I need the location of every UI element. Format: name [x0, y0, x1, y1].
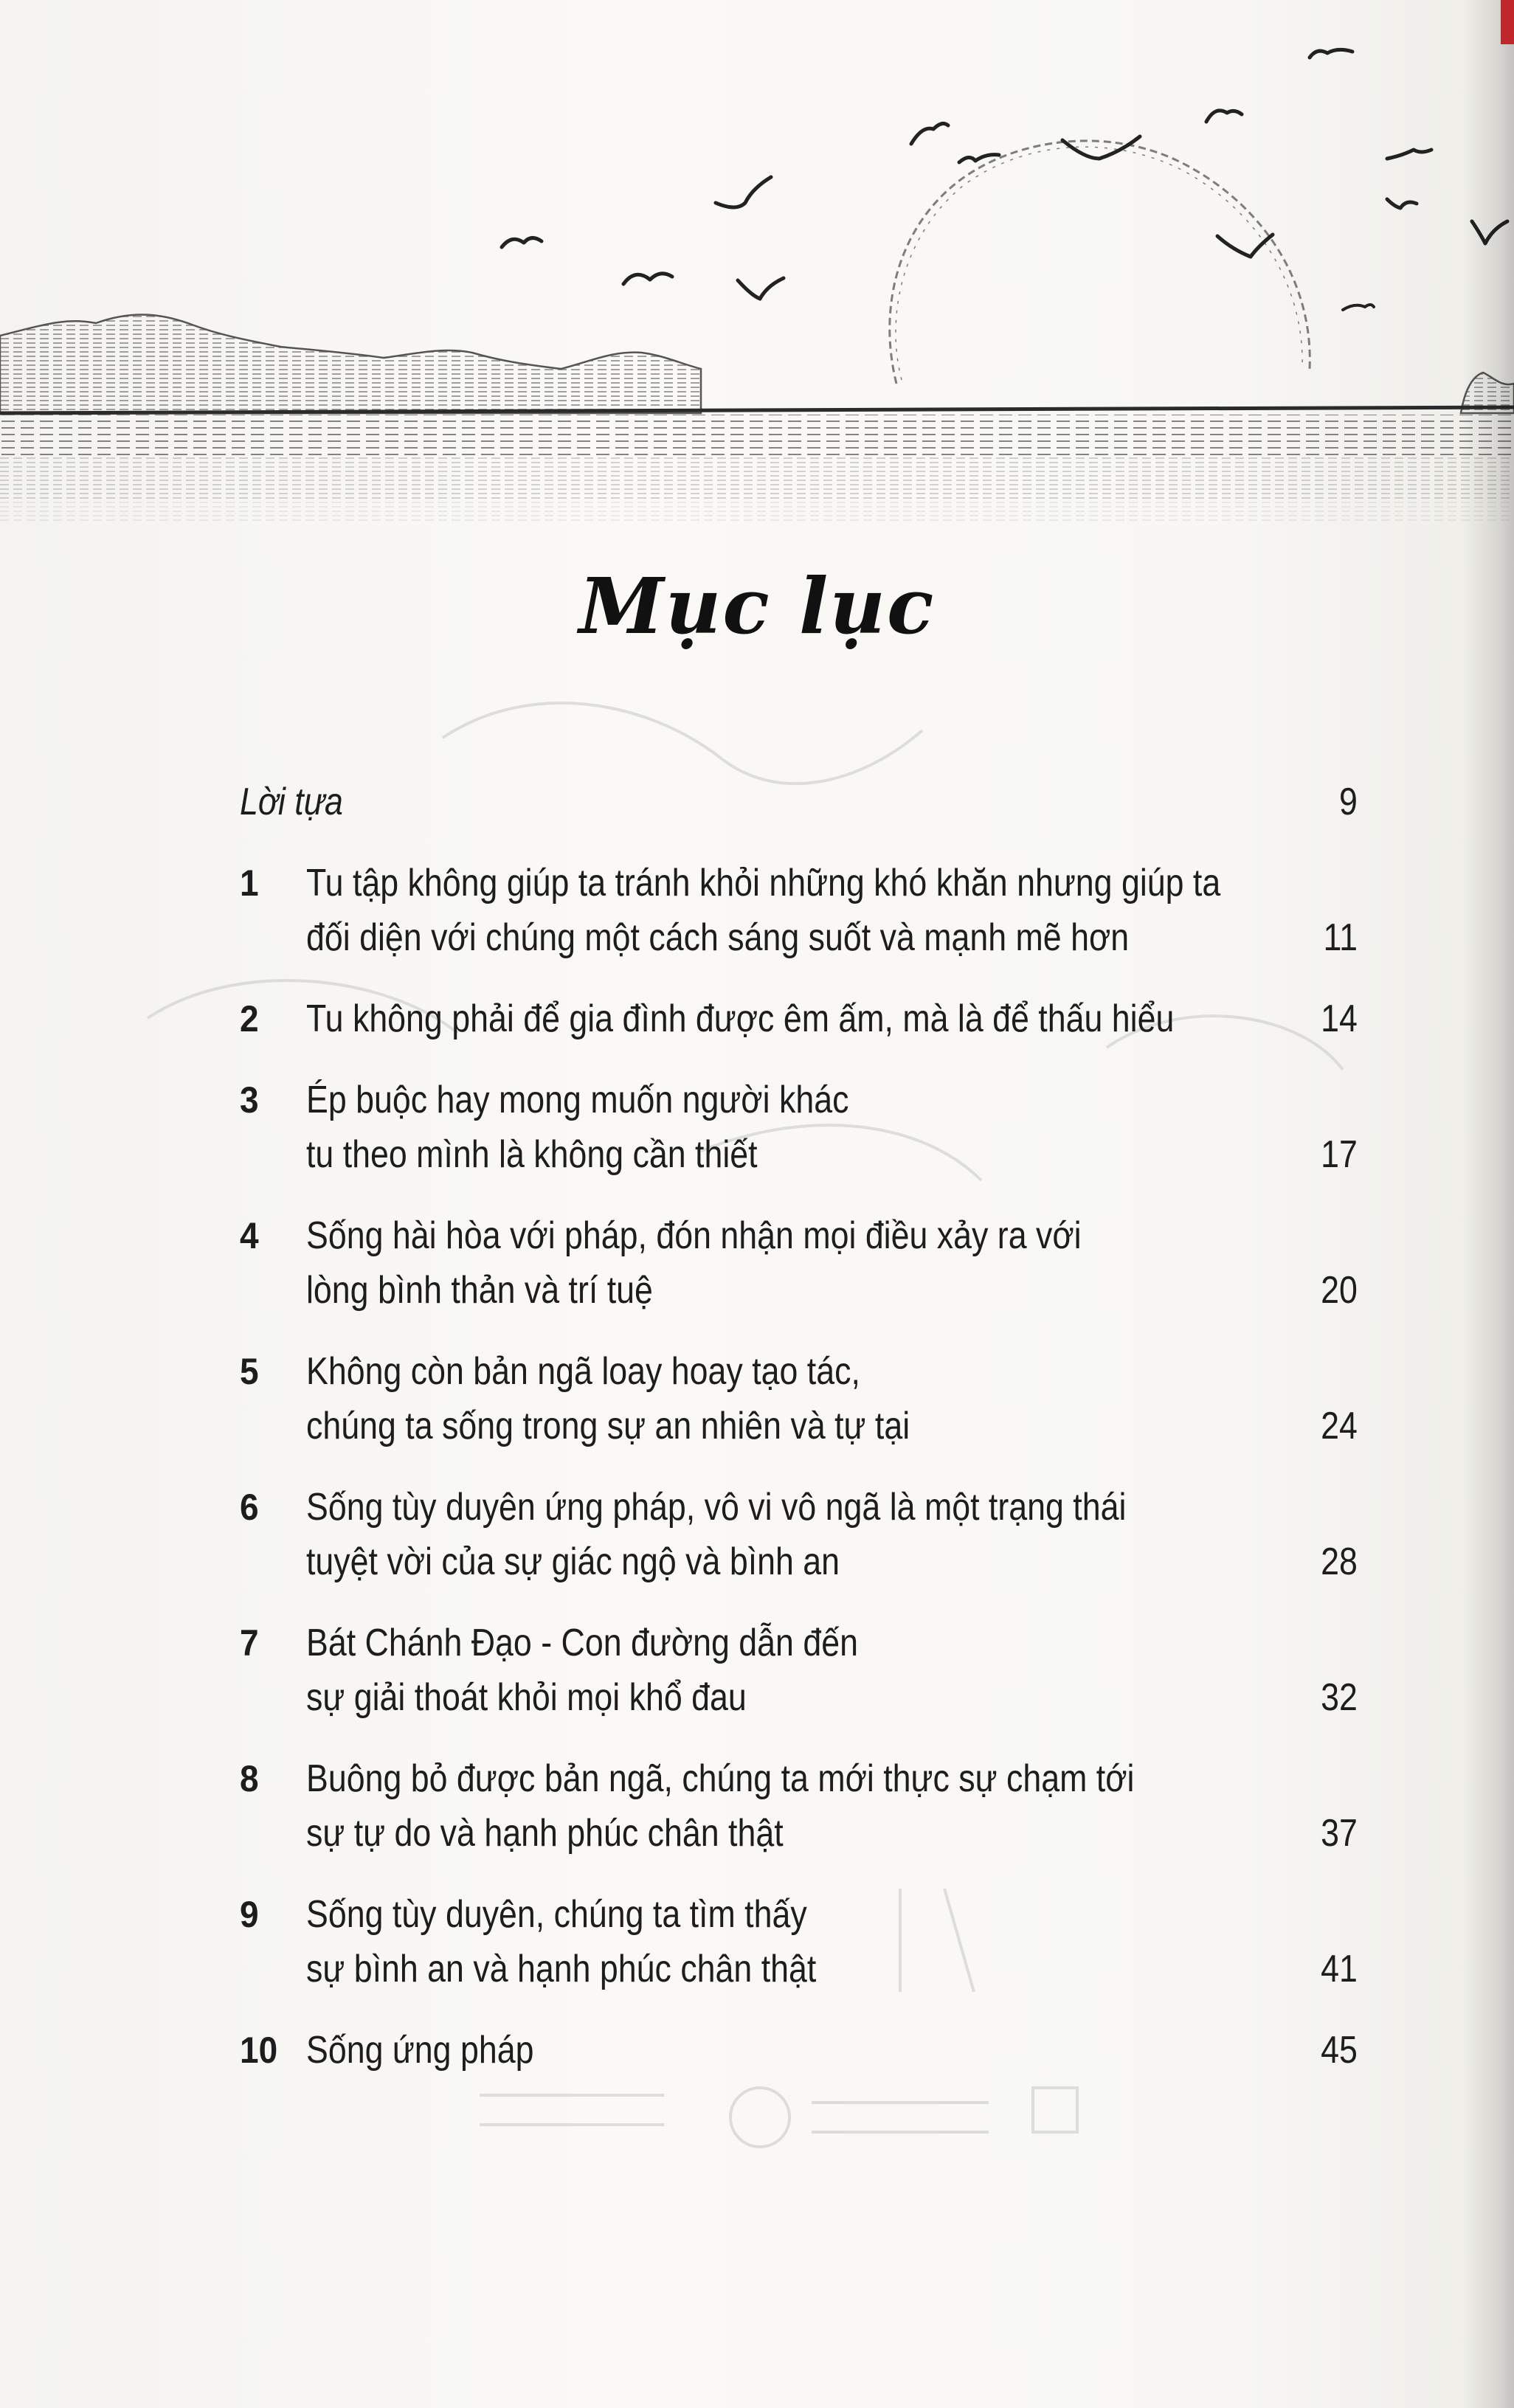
toc-entry-5[interactable] — [240, 1344, 1358, 1453]
page-edge-shadow — [1462, 0, 1514, 2408]
sun-drawing — [890, 141, 1310, 384]
chapter-number: 9 — [240, 1894, 259, 1935]
toc-page-number: 20 — [1321, 1269, 1358, 1312]
chapter-title-line: Buông bỏ được bản ngã, chúng ta mới thực sự chạm tới — [306, 1757, 1135, 1800]
mountain-range — [0, 314, 701, 413]
chapter-title-line: Tu tập không giúp ta tránh khỏi những khó khăn nhưng giúp ta — [306, 862, 1221, 904]
chapter-title-line: tuyệt vời của sự giác ngộ và bình an — [306, 1540, 840, 1583]
chapter-title-line: sự bình an và hạnh phúc chân thật — [306, 1948, 817, 1990]
toc-page-number: 37 — [1321, 1812, 1358, 1855]
chapter-number: 3 — [240, 1079, 259, 1121]
chapter-title-line: Tu không phải để gia đình được êm ấm, mà là để thấu hiểu — [306, 997, 1175, 1040]
toc-entry-preface[interactable] — [240, 775, 1358, 829]
chapter-title-line: Ép buộc hay mong muốn người khác — [306, 1079, 849, 1121]
chapter-title-line: tu theo mình là không cần thiết — [306, 1133, 758, 1176]
toc-page-number: 24 — [1321, 1405, 1358, 1447]
toc-page-number: 45 — [1321, 2029, 1358, 2072]
cover-edge — [1501, 0, 1514, 44]
page-title: Mục lục — [578, 561, 936, 651]
toc-entry-2[interactable] — [240, 992, 1358, 1046]
chapter-number: 7 — [240, 1622, 259, 1664]
chapter-title-line: Không còn bản ngã loay hoay tạo tác, — [306, 1350, 860, 1393]
toc-page-number: 14 — [1321, 997, 1358, 1040]
toc-page-number: 28 — [1321, 1540, 1358, 1583]
chapter-number: 4 — [240, 1215, 259, 1256]
chapter-number: 10 — [240, 2030, 278, 2071]
chapter-number: 1 — [240, 862, 259, 904]
chapter-title-line: lòng bình thản và trí tuệ — [306, 1269, 653, 1312]
toc-entry-8[interactable] — [240, 1751, 1358, 1861]
chapter-number: 8 — [240, 1758, 259, 1799]
toc-page-number: 9 — [1339, 781, 1358, 823]
chapter-number: 5 — [240, 1351, 259, 1392]
toc-entry-1[interactable] — [240, 856, 1358, 965]
toc-page-number: 11 — [1323, 916, 1358, 959]
toc-entry-9[interactable] — [240, 1887, 1358, 1996]
toc-page-number: 41 — [1321, 1948, 1358, 1990]
chapter-title-line: đối diện với chúng một cách sáng suốt và mạnh mẽ hơn — [306, 916, 1130, 959]
flying-birds — [502, 49, 1507, 310]
toc-entry-6[interactable] — [240, 1480, 1358, 1589]
toc-entry-3[interactable] — [240, 1073, 1358, 1182]
chapter-title-line: Sống tùy duyên, chúng ta tìm thấy — [306, 1893, 807, 1936]
toc-entry-title: Lời tựa — [240, 781, 343, 823]
toc-page-number: 17 — [1321, 1133, 1358, 1176]
toc-entry-10[interactable] — [240, 2023, 1358, 2077]
sunset-sea-illustration — [0, 0, 1514, 531]
table-of-contents — [240, 775, 1358, 2077]
chapter-number: 2 — [240, 998, 259, 1039]
sea-water — [0, 407, 1514, 524]
chapter-title-line: Sống tùy duyên ứng pháp, vô vi vô ngã là một trạng thái — [306, 1486, 1127, 1529]
chapter-title-line: sự tự do và hạnh phúc chân thật — [306, 1812, 784, 1855]
toc-entry-7[interactable] — [240, 1616, 1358, 1725]
toc-page-number: 32 — [1321, 1676, 1358, 1719]
chapter-title-line: Sống ứng pháp — [306, 2029, 534, 2072]
chapter-title-line: Sống hài hòa với pháp, đón nhận mọi điều xảy ra với — [306, 1214, 1082, 1257]
chapter-number: 6 — [240, 1487, 259, 1528]
chapter-title-line: chúng ta sống trong sự an nhiên và tự tại — [306, 1405, 910, 1447]
chapter-title-line: Bát Chánh Đạo - Con đường dẫn đến — [306, 1622, 858, 1664]
chapter-title-line: sự giải thoát khỏi mọi khổ đau — [306, 1676, 747, 1719]
toc-entry-4[interactable] — [240, 1208, 1358, 1318]
